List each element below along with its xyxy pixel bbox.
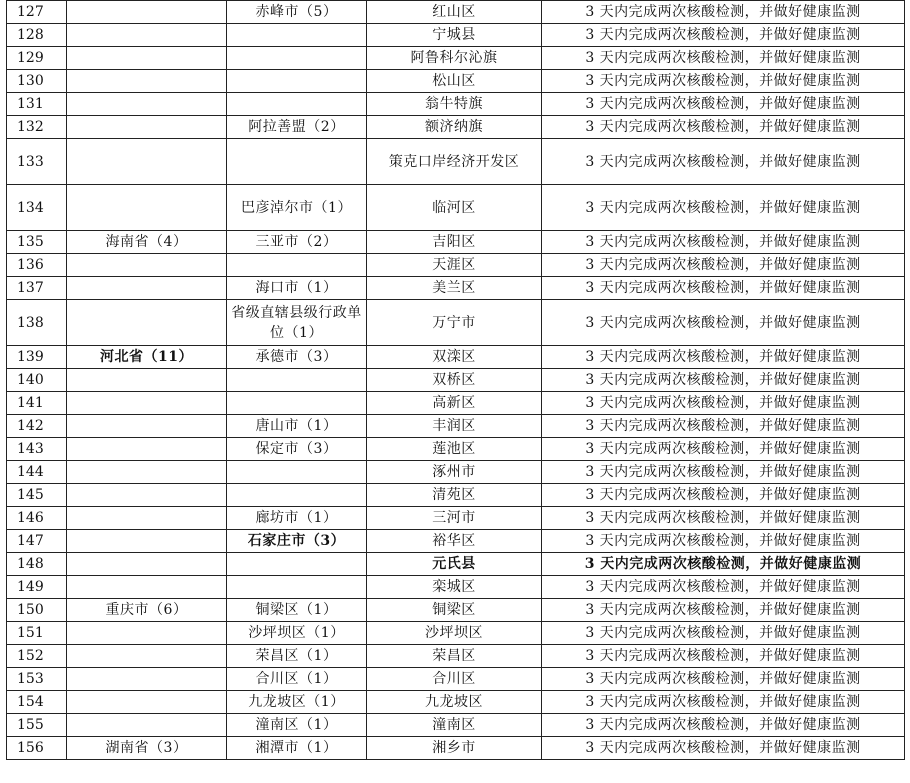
city-cell: 湘潭市（1） [227, 737, 367, 760]
province-cell [67, 254, 227, 277]
table-row [7, 645, 905, 668]
table-row [7, 231, 905, 254]
district-cell: 策克口岸经济开发区 [367, 139, 542, 185]
row-number-cell: 154 [7, 691, 67, 714]
table-row [7, 714, 905, 737]
province-cell [67, 691, 227, 714]
measure-cell: 3 天内完成两次核酸检测，并做好健康监测 [542, 369, 905, 392]
measure-cell: 3 天内完成两次核酸检测，并做好健康监测 [542, 645, 905, 668]
table-row [7, 576, 905, 599]
district-cell: 高新区 [367, 392, 542, 415]
province-cell [67, 139, 227, 185]
city-cell: 沙坪坝区（1） [227, 622, 367, 645]
city-cell: 廊坊市（1） [227, 507, 367, 530]
province-cell [67, 47, 227, 70]
province-cell: 海南省（4） [67, 231, 227, 254]
row-number-cell: 128 [7, 24, 67, 47]
row-number-cell: 133 [7, 139, 67, 185]
table-row [7, 1, 905, 24]
province-cell [67, 622, 227, 645]
row-number-cell: 137 [7, 277, 67, 300]
city-cell: 保定市（3） [227, 438, 367, 461]
province-cell [67, 24, 227, 47]
table-body [7, 1, 905, 760]
district-cell: 阿鲁科尔沁旗 [367, 47, 542, 70]
district-cell: 红山区 [367, 1, 542, 24]
district-cell: 双桥区 [367, 369, 542, 392]
district-cell: 莲池区 [367, 438, 542, 461]
row-number-cell: 152 [7, 645, 67, 668]
measure-cell: 3 天内完成两次核酸检测，并做好健康监测 [542, 599, 905, 622]
measure-cell: 3 天内完成两次核酸检测，并做好健康监测 [542, 691, 905, 714]
city-cell: 潼南区（1） [227, 714, 367, 737]
measure-cell: 3 天内完成两次核酸检测，并做好健康监测 [542, 392, 905, 415]
district-cell: 荣昌区 [367, 645, 542, 668]
table-row [7, 530, 905, 553]
city-cell [227, 484, 367, 507]
row-number-cell: 139 [7, 346, 67, 369]
province-cell [67, 369, 227, 392]
city-cell [227, 139, 367, 185]
row-number-cell: 151 [7, 622, 67, 645]
measure-cell: 3 天内完成两次核酸检测，并做好健康监测 [542, 461, 905, 484]
district-cell: 三河市 [367, 507, 542, 530]
table-row [7, 116, 905, 139]
city-cell: 合川区（1） [227, 668, 367, 691]
row-number-cell: 140 [7, 369, 67, 392]
province-cell [67, 530, 227, 553]
measure-cell: 3 天内完成两次核酸检测，并做好健康监测 [542, 737, 905, 760]
city-cell [227, 461, 367, 484]
table-row [7, 668, 905, 691]
row-number-cell: 134 [7, 185, 67, 231]
province-cell [67, 185, 227, 231]
city-cell: 三亚市（2） [227, 231, 367, 254]
measure-cell: 3 天内完成两次核酸检测，并做好健康监测 [542, 116, 905, 139]
row-number-cell: 141 [7, 392, 67, 415]
district-cell: 吉阳区 [367, 231, 542, 254]
table-row [7, 392, 905, 415]
district-cell: 铜梁区 [367, 599, 542, 622]
table-row [7, 553, 905, 576]
city-cell [227, 392, 367, 415]
row-number-cell: 130 [7, 70, 67, 93]
city-cell [227, 369, 367, 392]
district-cell: 湘乡市 [367, 737, 542, 760]
row-number-cell: 150 [7, 599, 67, 622]
province-cell [67, 438, 227, 461]
table-row [7, 346, 905, 369]
row-number-cell: 153 [7, 668, 67, 691]
province-cell [67, 93, 227, 116]
measure-cell: 3 天内完成两次核酸检测，并做好健康监测 [542, 139, 905, 185]
row-number-cell: 127 [7, 1, 67, 24]
district-cell: 翁牛特旗 [367, 93, 542, 116]
measure-cell: 3 天内完成两次核酸检测，并做好健康监测 [542, 1, 905, 24]
district-cell: 天涯区 [367, 254, 542, 277]
district-cell: 沙坪坝区 [367, 622, 542, 645]
table-row [7, 277, 905, 300]
district-cell: 清苑区 [367, 484, 542, 507]
row-number-cell: 132 [7, 116, 67, 139]
row-number-cell: 144 [7, 461, 67, 484]
measure-cell: 3 天内完成两次核酸检测，并做好健康监测 [542, 668, 905, 691]
measure-cell: 3 天内完成两次核酸检测，并做好健康监测 [542, 530, 905, 553]
city-cell [227, 254, 367, 277]
measure-cell: 3 天内完成两次核酸检测，并做好健康监测 [542, 185, 905, 231]
province-cell [67, 484, 227, 507]
province-cell: 重庆市（6） [67, 599, 227, 622]
measure-cell: 3 天内完成两次核酸检测，并做好健康监测 [542, 484, 905, 507]
table-row [7, 93, 905, 116]
city-cell: 赤峰市（5） [227, 1, 367, 24]
table-row [7, 24, 905, 47]
table-row [7, 438, 905, 461]
city-cell: 铜梁区（1） [227, 599, 367, 622]
province-cell [67, 668, 227, 691]
district-cell: 九龙坡区 [367, 691, 542, 714]
province-cell [67, 392, 227, 415]
district-cell: 涿州市 [367, 461, 542, 484]
city-cell [227, 553, 367, 576]
row-number-cell: 138 [7, 300, 67, 346]
city-cell: 阿拉善盟（2） [227, 116, 367, 139]
city-cell: 九龙坡区（1） [227, 691, 367, 714]
measure-cell: 3 天内完成两次核酸检测，并做好健康监测 [542, 300, 905, 346]
row-number-cell: 146 [7, 507, 67, 530]
table-row [7, 461, 905, 484]
city-cell: 省级直辖县级行政单位（1） [227, 300, 367, 346]
district-cell: 栾城区 [367, 576, 542, 599]
row-number-cell: 142 [7, 415, 67, 438]
province-cell: 湖南省（3） [67, 737, 227, 760]
province-cell [67, 645, 227, 668]
province-cell [67, 300, 227, 346]
city-cell [227, 93, 367, 116]
district-cell: 裕华区 [367, 530, 542, 553]
measure-cell: 3 天内完成两次核酸检测，并做好健康监测 [542, 438, 905, 461]
table-row [7, 139, 905, 185]
measure-cell: 3 天内完成两次核酸检测，并做好健康监测 [542, 714, 905, 737]
district-cell: 美兰区 [367, 277, 542, 300]
district-cell: 临河区 [367, 185, 542, 231]
table-row [7, 185, 905, 231]
table-row [7, 507, 905, 530]
measure-cell: 3 天内完成两次核酸检测，并做好健康监测 [542, 507, 905, 530]
row-number-cell: 135 [7, 231, 67, 254]
province-cell [67, 553, 227, 576]
measure-cell: 3 天内完成两次核酸检测，并做好健康监测 [542, 346, 905, 369]
province-cell [67, 507, 227, 530]
table-row [7, 484, 905, 507]
measure-cell: 3 天内完成两次核酸检测，并做好健康监测 [542, 254, 905, 277]
city-cell: 石家庄市（3） [227, 530, 367, 553]
table-row [7, 47, 905, 70]
province-cell [67, 714, 227, 737]
city-cell [227, 70, 367, 93]
table-row [7, 622, 905, 645]
measure-cell: 3 天内完成两次核酸检测，并做好健康监测 [542, 576, 905, 599]
row-number-cell: 149 [7, 576, 67, 599]
district-cell: 宁城县 [367, 24, 542, 47]
row-number-cell: 143 [7, 438, 67, 461]
row-number-cell: 147 [7, 530, 67, 553]
province-cell [67, 70, 227, 93]
table-row [7, 415, 905, 438]
table-row [7, 254, 905, 277]
table-row [7, 369, 905, 392]
district-cell: 额济纳旗 [367, 116, 542, 139]
row-number-cell: 155 [7, 714, 67, 737]
measure-cell: 3 天内完成两次核酸检测，并做好健康监测 [542, 415, 905, 438]
city-cell: 巴彦淖尔市（1） [227, 185, 367, 231]
measure-cell: 3 天内完成两次核酸检测，并做好健康监测 [542, 93, 905, 116]
row-number-cell: 136 [7, 254, 67, 277]
city-cell [227, 576, 367, 599]
district-cell: 元氏县 [367, 553, 542, 576]
district-cell: 合川区 [367, 668, 542, 691]
measure-cell: 3 天内完成两次核酸检测，并做好健康监测 [542, 24, 905, 47]
row-number-cell: 131 [7, 93, 67, 116]
row-number-cell: 145 [7, 484, 67, 507]
measure-cell: 3 天内完成两次核酸检测，并做好健康监测 [542, 70, 905, 93]
table-row [7, 300, 905, 346]
district-cell: 双滦区 [367, 346, 542, 369]
city-cell [227, 24, 367, 47]
row-number-cell: 156 [7, 737, 67, 760]
row-number-cell: 129 [7, 47, 67, 70]
city-cell [227, 47, 367, 70]
province-cell [67, 1, 227, 24]
province-cell [67, 116, 227, 139]
measure-cell: 3 天内完成两次核酸检测，并做好健康监测 [542, 553, 905, 576]
province-cell [67, 576, 227, 599]
province-cell [67, 461, 227, 484]
measure-cell: 3 天内完成两次核酸检测，并做好健康监测 [542, 47, 905, 70]
province-cell: 河北省（11） [67, 346, 227, 369]
city-cell: 荣昌区（1） [227, 645, 367, 668]
district-cell: 松山区 [367, 70, 542, 93]
table-row [7, 599, 905, 622]
city-cell: 承德市（3） [227, 346, 367, 369]
table-row [7, 691, 905, 714]
province-cell [67, 277, 227, 300]
risk-area-table [6, 0, 905, 760]
district-cell: 潼南区 [367, 714, 542, 737]
city-cell: 海口市（1） [227, 277, 367, 300]
table-row [7, 737, 905, 760]
city-cell: 唐山市（1） [227, 415, 367, 438]
province-cell [67, 415, 227, 438]
table-row [7, 70, 905, 93]
district-cell: 万宁市 [367, 300, 542, 346]
measure-cell: 3 天内完成两次核酸检测，并做好健康监测 [542, 622, 905, 645]
measure-cell: 3 天内完成两次核酸检测，并做好健康监测 [542, 277, 905, 300]
measure-cell: 3 天内完成两次核酸检测，并做好健康监测 [542, 231, 905, 254]
district-cell: 丰润区 [367, 415, 542, 438]
row-number-cell: 148 [7, 553, 67, 576]
